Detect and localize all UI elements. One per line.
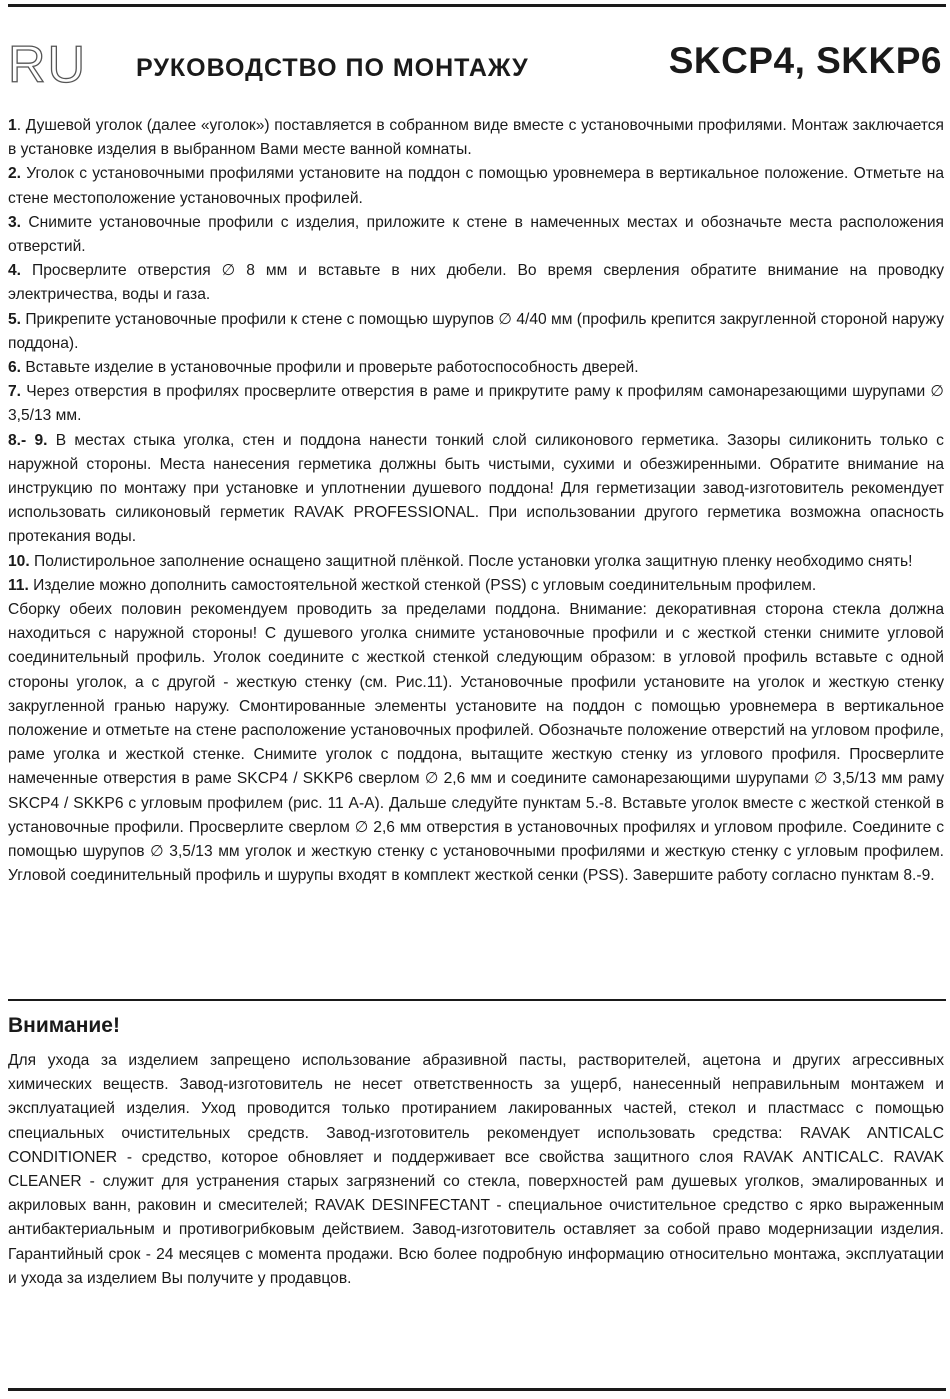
step-number: 3. [8,213,22,231]
model-number: SKCP4, SKKP6 [668,40,942,81]
warning-heading: Внимание! [8,1014,120,1037]
step-4 [8,259,944,307]
step-1 [8,114,944,162]
step-11 [8,574,944,598]
step-text: Уголок с установочными профилями установите на поддон с помощью уровнемера в вертикальное положение. Отметьте на стене местоположение установочных профилей. [8,165,944,207]
step-number: 5. [8,310,22,328]
step-10 [8,550,944,574]
page-title: РУКОВОДСТВО ПО МОНТАЖУ [136,54,529,82]
step-number: 10. [8,552,30,570]
step-number: 1 [8,117,17,134]
step-2 [8,162,944,210]
step-number: 8.- 9. [8,431,48,449]
step-number: 2. [8,165,22,183]
step-text: В местах стыка уголка, стен и поддона нанести тонкий слой силиконового герметика. Зазоры силиконить только с наружной стороны. Места нанесения герметика должны быть чистыми, сухими и обезжиренными. Обратите внимание на инструкцию по монтажу при установке и уплотнении душевого поддона! Для герметизации завод-изготовитель рекомендует использовать силиконовый герметик RAVAK PROFESSIONAL. При использовании другого герметика возможна опасность протекания воды. [8,431,944,546]
step-8-9 [8,429,944,550]
instructions [8,114,944,889]
step-3 [8,211,944,259]
step-6 [8,356,944,380]
step-7 [8,380,944,428]
step-11-detail: Сборку обеих половин рекомендуем проводить за пределами поддона. Внимание: декоративная сторона стекла должна находиться с наружной стороны! С душевого уголка снимите установочные профили и с жесткой стенки снимите угловой соединительный профиль. Уголок соедините с жесткой стенкой следующим образом: в угловой профиль вставьте с одной стороны уголок, а с другой - жесткую стенку (см. Рис.11). Установочные профили установите на уголок и жесткую стенку закругленной гранью наружу. Смонтированные элементы установите на поддон с помощью уровнемера в вертикальное положение и отметьте на стене расположение установочных профилей. Обозначьте положение отверстий на угловом профиле, раме уголка и жесткой стенке. Снимите уголок с поддона, вытащите жесткую стенку из углового профиля. Просверлите намеченные отверстия в раме SKCP4 / SKKP6 сверлом ∅ 2,6 мм и соедините самонарезающими шурупами ∅ 3,5/13 мм раму SKCP4 / SKKP6 с угловым профилем (рис. 11 A-A). Дальше следуйте пунктам 5.-8. Вставьте уголок вместе с жесткой стенкой в установочные профили. Просверлите сверлом ∅ 2,6 мм отверстия в установочных профилях и угловом профиле. Соедините с помощью шурупов ∅ 3,5/13 мм уголок и жесткую стенку с установочными профилями и жесткую стенку с угловым профилем. Угловой соединительный профиль и шурупы входят в комплект жесткой сенки (PSS). Завершите работу согласно пунктам 8.-9. [8,601,944,885]
step-5 [8,308,944,356]
bottom-rule [8,1388,946,1391]
step-number: 7. [8,383,22,401]
step-text: Вставьте изделие в установочные профили и проверьте работоспособность дверей. [21,359,639,377]
section-divider [8,999,946,1001]
language-code: RU [8,36,88,94]
step-text: Снимите установочные профили с изделия, приложите к стене в намеченных местах и обозначьте места расположения отверстий. [8,213,944,256]
step-text: Просверлите отверстия ∅ 8 мм и вставьте в них дюбели. Во время сверления обратите внимание на проводку электричества, воды и газа. [8,262,944,304]
step-text: Полистирольное заполнение оснащено защитной плёнкой. После установки уголка защитную пленку необходимо снять! [29,552,913,570]
step-text: Прикрепите установочные профили к стене с помощью шурупов ∅ 4/40 мм (профиль крепится закругленной стороной наружу поддона). [8,310,944,352]
step-number: 11. [8,576,29,594]
step-number: 4. [8,262,22,280]
top-rule [8,4,946,7]
warning-text: Для ухода за изделием запрещено использование абразивной пасты, растворителей, ацетона и других агрессивных химических веществ. Завод-изготовитель не несет ответственность за ущерб, нанесенный неправильным монтажем и эксплуатацией изделия. Уход проводится только протиранием лакированных частей, стекол и пластмасс с помощью специальных очистительных средств. Завод-изготовитель рекомендует использовать средства: RAVAK ANTICALC CONDITIONER - средство, которое обновляет и поддерживает все свойства защитного слоя RAVAK ANTICALC. RAVAK CLEANER - служит для устранения старых загрязнений со стекла, поверхностей рам душевых уголков, эмалированных и акриловых ванн, раковин и смесителей; RAVAK DESINFECTANT - специальное очистительное средство с ярко выраженным антибактериальным и противогрибковым действием. Завод-изготовитель оставляет за собой право модернизации изделия. Гарантийный срок - 24 месяцев с момента продажи. Всю более подробную информацию относительно монтажа, эксплуатации и ухода за изделием Вы получите у продавцов. [8,1052,944,1287]
step-text: Через отверстия в профилях просверлите отверстия в раме и прикрутите раму к профилям самонарезающими шурупами ∅ 3,5/13 мм. [8,383,944,425]
step-text: Изделие можно дополнить самостоятельной жесткой стенкой (PSS) с угловым соединительным профилем. [28,576,817,594]
step-number: 6. [8,359,22,377]
page-header [8,36,942,94]
step-text: . Душевой уголок (далее «уголок») поставляется в собранном виде вместе с установочными профилями. Монтаж заключается в установке изделия в выбранном Вами месте ванной комнаты. [8,117,944,159]
